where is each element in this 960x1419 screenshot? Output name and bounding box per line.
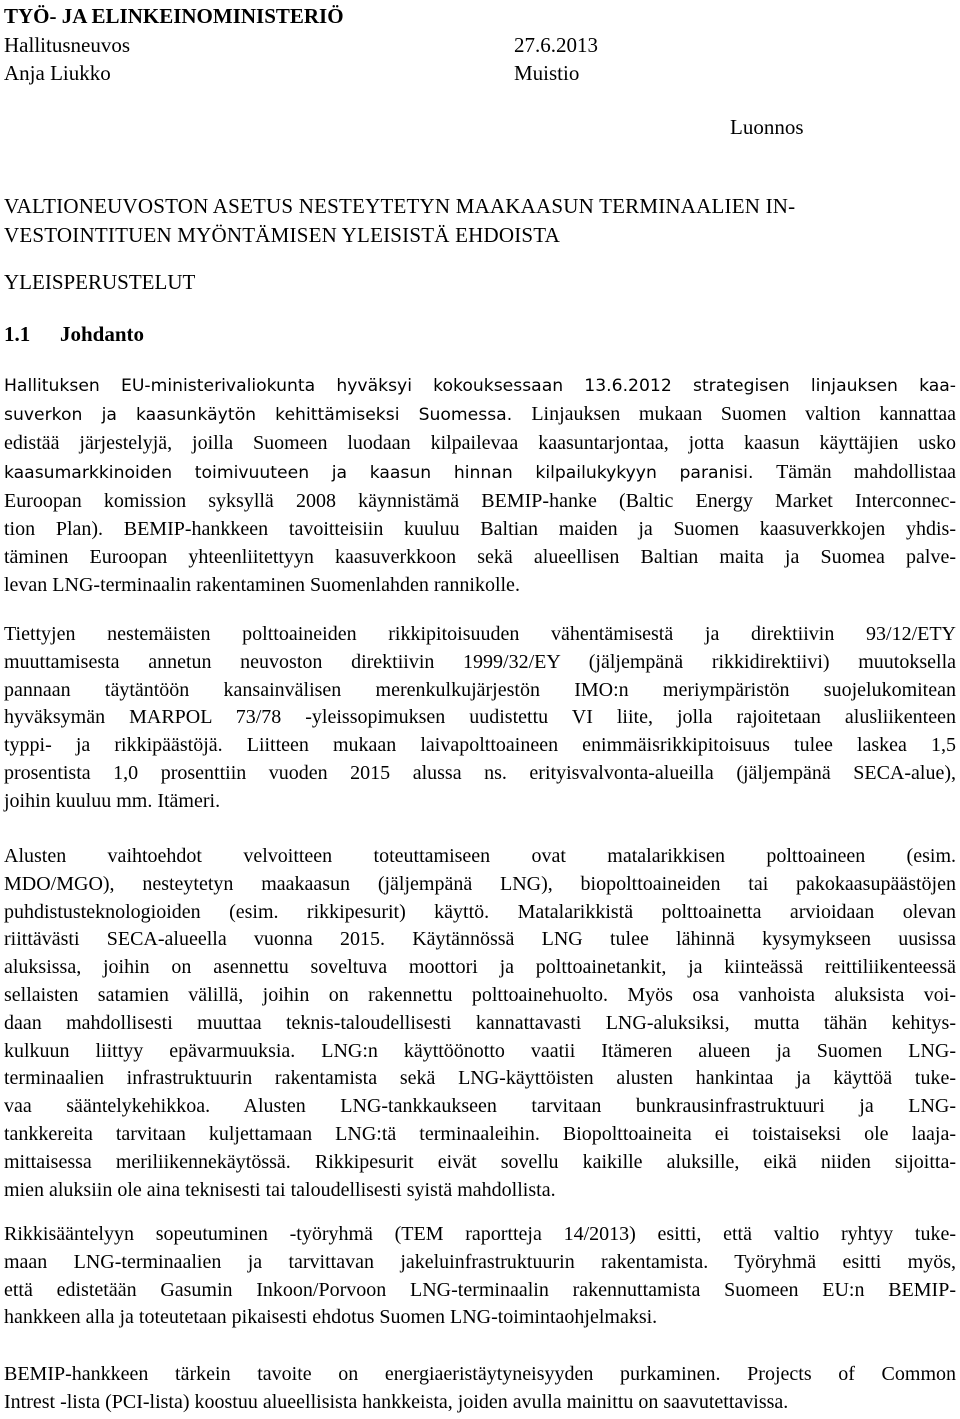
paragraph-alternatives (4, 843, 956, 1204)
text-fragment: kaasumarkkinoiden toimivuuteen ja kaasun hinnan kilpailukykyyn paranisi. (4, 462, 754, 483)
text-line: puhdistusteknologioiden (esim. rikkipesurit) käyttö. Matalarikkistä polttoainetta arvioidaan olevan (4, 900, 956, 923)
text-fragment: Linjauksen mukaan Suomen valtion kannattaa (531, 403, 956, 426)
text-line: täminen Euroopan yhteenliitettyyn kaasuverkkoon sekä alueellisen Baltian maita ja Suomea palve- (4, 546, 956, 569)
draft-status: Luonnos (730, 115, 804, 139)
subsection-title: Johdanto (60, 322, 145, 346)
text-fragment: Tämän mahdollistaa (776, 460, 956, 483)
text-line: Euroopan komission syksyllä 2008 käynnistämä BEMIP-hanke (Baltic Energy Market Interconnec- (4, 489, 956, 512)
text-line: Hallituksen EU-ministerivaliokunta hyväksyi kokouksessaan 13.6.2012 strategisen linjauksen kaa- (4, 376, 956, 396)
title-line: VALTIONEUVOSTON ASETUS NESTEYTETYN MAAKAASUN TERMINAALIEN IN- (4, 194, 796, 218)
paragraph-bemip-goal (4, 1361, 956, 1417)
text-line: MDO/MGO), nesteytetyn maakaasun (jäljempänä LNG), biopolttoaineiden tai pakokaasupäästöjen (4, 872, 956, 895)
text-line: Tiettyjen nestemäisten polttoaineiden rikkipitoisuuden vähentämisestä ja direktiivin 93/12/ETY (4, 623, 956, 645)
text-line: mien aluksiin ole aina teknisesti tai taloudellisesti syistä mahdollista. (4, 1178, 556, 1201)
text-line: tankkereita tarvitaan kuljettamaan LNG:tä terminaaleihin. Biopolttoaineita ei toistaiseksi ole laaja- (4, 1122, 956, 1145)
text-line: muuttamisesta annetun neuvoston direktiivin 1999/32/EY (jäljempänä rikkidirektiivi) muutoksella (4, 650, 956, 673)
subsection-heading (4, 320, 144, 348)
text-fragment: suverkon ja kaasunkäytön kehittämiseksi Suomessa. (4, 405, 513, 426)
text-line: aluksissa, joihin on asennettu soveltuva moottori ja polttoainetankit, ja kiinteässä reittiliikenteessä (4, 956, 956, 979)
text-line (4, 458, 956, 487)
text-line: että edistetään Gasumin Inkoon/Porvoon LNG-terminaalin rakennuttamista Suomeen EU:n BEMIP- (4, 1278, 956, 1301)
organization-name: TYÖ- JA ELINKEINOMINISTERIÖ (4, 4, 344, 28)
text-line: edistää järjestelyjä, joilla Suomeen luodaan kilpailevaa kaasuntarjontaa, jotta kaasun käyttäjien usko (4, 432, 956, 455)
section-heading: YLEISPERUSTELUT (4, 270, 196, 294)
text-line: hankkeen alla ja toteutetaan pikaisesti ehdotus Suomen LNG-toimintaohjelmaksi. (4, 1306, 658, 1329)
text-line: daan mahdollisesti muuttaa teknis-taloudellisesti kannattavasti LNG-aluksiksi, mutta tähän kehitys- (4, 1011, 956, 1034)
text-line: maan LNG-terminaalien ja tarvittavan jakeluinfrastruktuurin rakentamista. Työryhmä esitti myös, (4, 1250, 956, 1273)
document-title (4, 192, 795, 250)
author-title: Hallitusneuvos (4, 33, 130, 57)
title-line: VESTOINTITUEN MYÖNTÄMISEN YLEISISTÄ EHDOISTA (4, 223, 560, 247)
paragraph-intro (4, 372, 956, 600)
text-line (4, 400, 956, 429)
document-date: 27.6.2013 (514, 33, 598, 57)
text-line: prosentista 1,0 prosenttiin vuoden 2015 alussa ns. erityisvalvonta-alueilla (jäljempänä SECA-alue), (4, 761, 956, 784)
text-line: pannaan täytäntöön kansainvälisen merenkulkujärjestön IMO:n meriympäristön suojelukomitean (4, 678, 956, 701)
text-line: BEMIP-hankkeen tärkein tavoite on energiaeristäytyneisyyden purkaminen. Projects of Common (4, 1363, 956, 1385)
text-line: mittaisessa meriliikennekäytössä. Rikkipesurit eivät sovellu kaikille aluksille, eikä niiden sijoitta- (4, 1150, 956, 1173)
text-line: Alusten vaihtoehdot velvoitteen toteuttamiseen ovat matalarikkisen polttoaineen (esim. (4, 845, 956, 867)
text-line: levan LNG-terminaalin rakentaminen Suomenlahden rannikolle. (4, 574, 520, 597)
text-line: typpi- ja rikkipäästöjä. Liitteen mukaan laivapolttoaineen enimmäisrikkipitoisuus tulee laskea 1,5 (4, 734, 956, 757)
text-line: riittävästi SECA-alueella vuonna 2015. Käytännössä LNG tulee lähinnä kysymykseen uusissa (4, 928, 956, 951)
document-type: Muistio (514, 61, 580, 85)
paragraph-working-group (4, 1221, 956, 1332)
text-line: Intrest -lista (PCI-lista) koostuu alueellisista hankkeista, joiden avulla mainittu on saavutettavissa. (4, 1390, 789, 1413)
subsection-number: 1.1 (4, 322, 31, 346)
author-name: Anja Liukko (4, 61, 111, 85)
text-line: hyväksymän MARPOL 73/78 -yleissopimuksen uudistettu VI liite, jolla rajoitetaan alusliikenteen (4, 706, 956, 729)
text-line: kulkuun liittyy epävarmuuksia. LNG:n käyttöönotto vaatii Itämeren alueen ja Suomen LNG- (4, 1039, 956, 1062)
paragraph-sulphur-directive (4, 621, 956, 816)
text-line: joihin kuuluu mm. Itämeri. (4, 789, 221, 812)
text-line: sellaisten satamien välillä, joihin on rakennettu polttoainehuolto. Myös osa vanhoista aluksista voi- (4, 983, 956, 1006)
text-line: terminaalien infrastruktuurin rakentamista sekä LNG-käyttöisten alusten hankintaa ja käyttöä tuke- (4, 1067, 956, 1090)
text-line: tion Plan). BEMIP-hankkeen tavoitteisiin kuuluu Baltian maiden ja Suomen kaasuverkkojen yhdis- (4, 518, 956, 541)
text-line: Rikkisääntelyyn sopeutuminen -työryhmä (TEM raportteja 14/2013) esitti, että valtio ryhtyy tuke- (4, 1223, 956, 1245)
text-line: vaa sääntelykehikkoa. Alusten LNG-tankkaukseen tarvitaan bunkrausinfrastruktuuri ja LNG- (4, 1095, 956, 1118)
